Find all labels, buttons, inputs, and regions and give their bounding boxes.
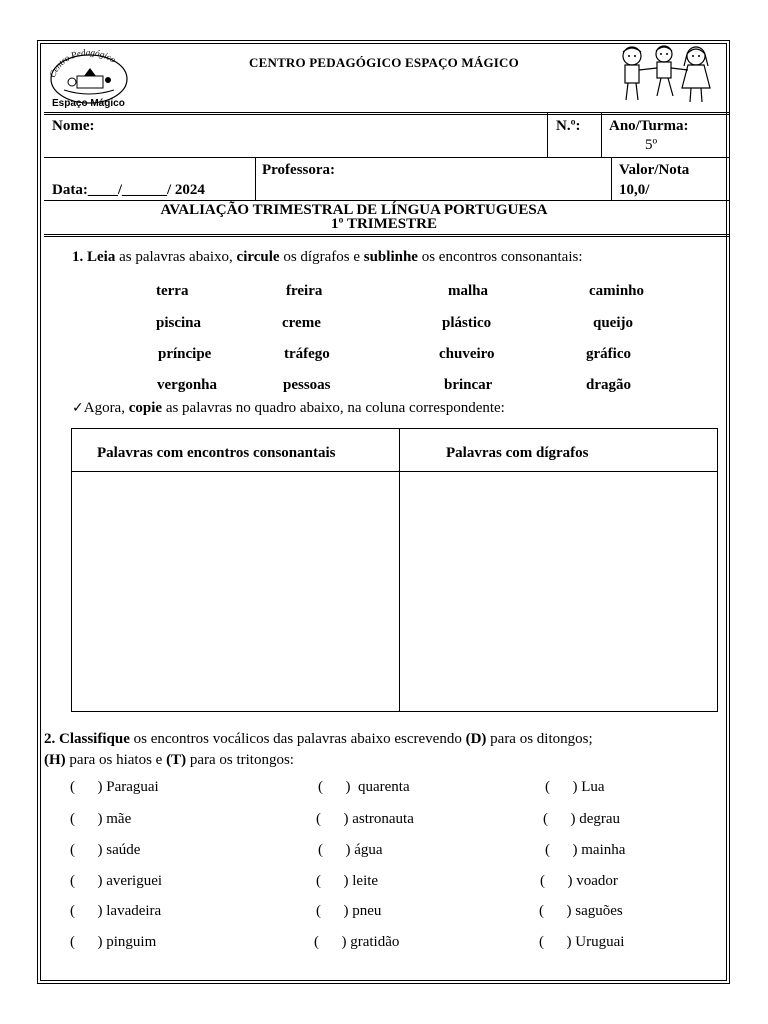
data-label: Data:____/______/ 2024	[52, 182, 205, 198]
item-astronauta[interactable]: ( ) astronauta	[316, 811, 414, 827]
q1-copy-instruction	[72, 400, 505, 417]
table-header-encontros: Palavras com encontros consonantais	[97, 445, 336, 461]
form-top-line-2	[44, 114, 730, 115]
word-trafego[interactable]: tráfego	[284, 346, 330, 362]
word-piscina[interactable]: piscina	[156, 315, 202, 331]
exam-title: AVALIAÇÃO TRIMESTRAL DE LÍNGUA PORTUGUESA	[160, 202, 548, 218]
divider-professora-nota	[611, 157, 612, 200]
item-voador[interactable]: ( ) voador	[540, 873, 618, 889]
q1-number: 1.	[72, 249, 84, 265]
q1-sublinhe: sublinhe	[363, 249, 418, 265]
word-vergonha[interactable]: vergonha	[157, 377, 217, 393]
item-leite[interactable]: ( ) leite	[316, 873, 379, 889]
item-mainha[interactable]: ( ) mainha	[545, 842, 626, 858]
svg-text:Centro Pedagógico	[47, 47, 118, 79]
copy-text-2: as palavras no quadro abaixo, na coluna correspondente:	[162, 400, 505, 416]
word-chuveiro[interactable]: chuveiro	[439, 346, 495, 362]
children-holding-hands-icon	[612, 44, 718, 108]
word-plastico[interactable]: plástico	[442, 315, 492, 331]
title-bottom-line	[44, 234, 730, 235]
q2-text-4: para os tritongos:	[186, 752, 294, 768]
q2-t: (T)	[166, 752, 187, 768]
word-brincar[interactable]: brincar	[444, 377, 493, 393]
item-quarenta[interactable]: ( ) quarenta	[318, 779, 410, 795]
ano-turma-value: 5º	[645, 137, 658, 153]
q1-circule: circule	[236, 249, 280, 265]
copy-bold: copie	[128, 400, 163, 416]
word-malha[interactable]: malha	[448, 283, 489, 299]
word-queijo[interactable]: queijo	[593, 315, 634, 331]
word-terra[interactable]: terra	[156, 283, 189, 299]
school-logo	[44, 46, 134, 110]
item-paraguai[interactable]: ( ) Paraguai	[70, 779, 159, 795]
q2-d: (D)	[465, 731, 487, 747]
item-pneu[interactable]: ( ) pneu	[316, 903, 382, 919]
q2-text-1: os encontros vocálicos das palavras abaixo escrevendo	[129, 731, 466, 747]
item-gratidao[interactable]: ( ) gratidão	[314, 934, 400, 950]
item-averiguei[interactable]: ( ) averiguei	[70, 873, 163, 889]
word-dragao[interactable]: dragão	[586, 377, 631, 393]
q1-instruction	[72, 249, 583, 266]
q2-text-3: para os hiatos e	[65, 752, 167, 768]
title-bottom-line-2	[44, 236, 730, 237]
item-agua[interactable]: ( ) água	[318, 842, 383, 858]
q2-text-2: para os ditongos;	[486, 731, 593, 747]
divider-nome-numero	[547, 113, 548, 157]
divider-data-professora	[255, 157, 256, 200]
q2-number: 2.	[44, 731, 56, 747]
word-grafico[interactable]: gráfico	[586, 346, 631, 362]
form-bottom-line	[44, 200, 730, 201]
word-creme[interactable]: creme	[282, 315, 321, 331]
nome-field[interactable]	[150, 118, 540, 152]
item-lua[interactable]: ( ) Lua	[545, 779, 605, 795]
item-degrau[interactable]: ( ) degrau	[543, 811, 621, 827]
word-pessoas[interactable]: pessoas	[283, 377, 331, 393]
item-pinguim[interactable]: ( ) pinguim	[70, 934, 157, 950]
school-name: CENTRO PEDAGÓGICO ESPAÇO MÁGICO	[249, 55, 519, 70]
exam-subtitle: 1º TRIMESTRE	[331, 216, 437, 232]
ano-turma-label: Ano/Turma:	[609, 118, 689, 134]
answer-cell-digrafos[interactable]	[402, 474, 715, 708]
item-saguoes[interactable]: ( ) saguões	[539, 903, 623, 919]
q2-instruction	[44, 729, 720, 771]
logo-bottom-text: Espaço Mágico	[52, 98, 125, 109]
item-lavadeira[interactable]: ( ) lavadeira	[70, 903, 162, 919]
valor-nota-value: 10,0/	[619, 182, 650, 198]
divider-numero-ano	[601, 113, 602, 157]
form-top-line	[44, 112, 730, 113]
q1-text-1: as palavras abaixo,	[115, 249, 237, 265]
q1-leia: Leia	[87, 249, 116, 265]
logo-arc-text: Centro Pedagógico	[47, 47, 118, 79]
numero-label: N.º:	[556, 118, 581, 134]
check-mark-icon: ✓	[72, 400, 84, 416]
table-header-divider	[72, 471, 717, 472]
word-caminho[interactable]: caminho	[589, 283, 645, 299]
word-principe[interactable]: príncipe	[158, 346, 212, 362]
answer-table	[71, 428, 718, 712]
item-uruguai[interactable]: ( ) Uruguai	[539, 934, 625, 950]
answer-cell-encontros[interactable]	[74, 474, 396, 708]
q2-h: (H)	[44, 752, 66, 768]
form-row-divider	[44, 157, 730, 158]
item-saude[interactable]: ( ) saúde	[70, 842, 141, 858]
nome-label: Nome:	[52, 118, 95, 134]
professora-label: Professora:	[262, 162, 336, 178]
q1-text-2: os dígrafos e	[279, 249, 364, 265]
table-header-digrafos: Palavras com dígrafos	[446, 445, 589, 461]
q1-text-3: os encontros consonantais:	[417, 249, 583, 265]
copy-text-1: Agora,	[83, 400, 129, 416]
q2-classifique: Classifique	[59, 731, 130, 747]
table-column-divider	[399, 429, 400, 711]
valor-nota-label: Valor/Nota	[619, 162, 690, 178]
word-freira[interactable]: freira	[286, 283, 323, 299]
item-mae[interactable]: ( ) mãe	[70, 811, 132, 827]
